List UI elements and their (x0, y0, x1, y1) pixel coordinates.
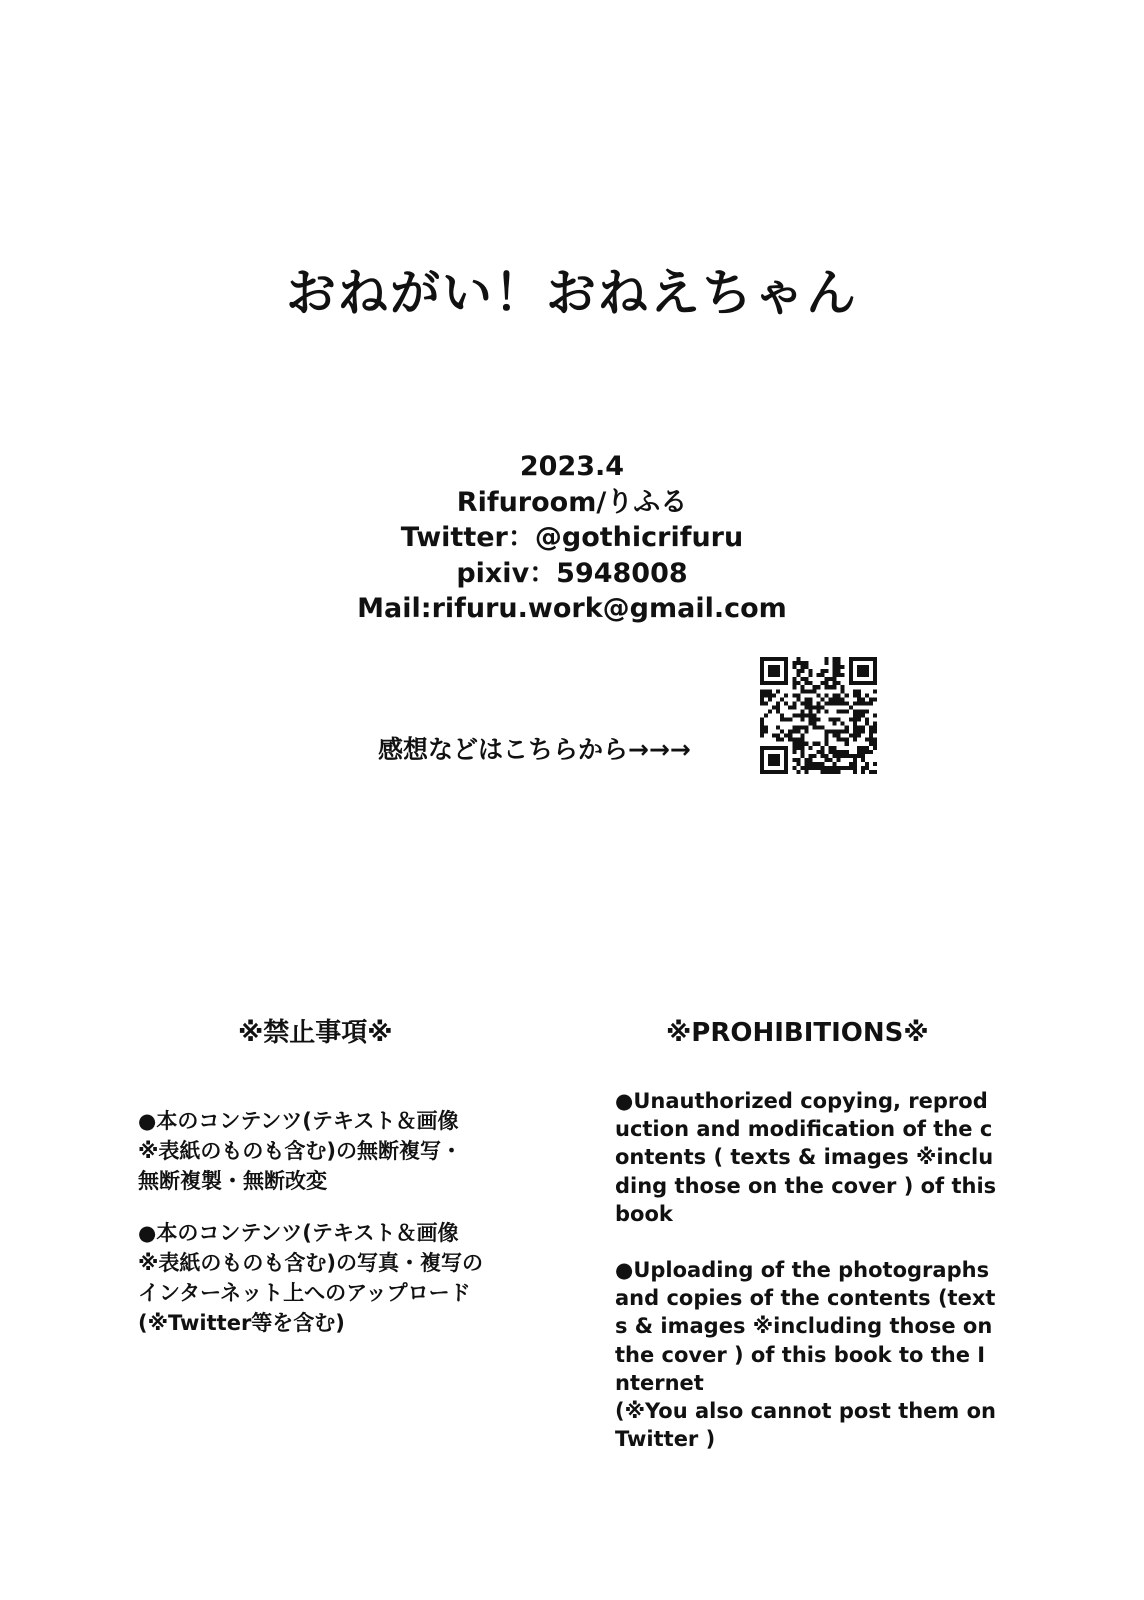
text-line: book (615, 1201, 673, 1226)
text-line: nternet (615, 1370, 704, 1395)
text-line: the cover ) of this book to the I (615, 1342, 986, 1367)
prohibition-jp-item-2 (138, 1218, 518, 1338)
text-line: ●本のコンテンツ(テキスト＆画像 (138, 1221, 459, 1245)
text-line: ※表紙のものも含む)の写真・複写の (138, 1251, 484, 1275)
text-line: uction and modification of the c (615, 1117, 993, 1142)
publication-info (0, 449, 1144, 627)
prohibition-en-item-1 (615, 1087, 1015, 1228)
circle-name: Rifuroom/りふる (456, 486, 688, 518)
text-line: ●本のコンテンツ(テキスト＆画像 (138, 1109, 459, 1133)
prohibition-en-item-2 (615, 1256, 1015, 1453)
text-line: ※表紙のものも含む)の無断複写・ (138, 1139, 463, 1163)
text-line: 無断複製・無断改変 (138, 1169, 327, 1193)
pixiv-id: pixiv：5948008 (456, 557, 688, 589)
email-address: Mail:rifuru.work@gmail.com (357, 593, 787, 624)
text-line: インターネット上へのアップロード (138, 1281, 471, 1305)
text-line: ding those on the cover ) of this (615, 1173, 997, 1198)
text-line: and copies of the contents (text (615, 1286, 996, 1311)
qr-code-icon[interactable] (760, 657, 877, 774)
text-line: Twitter ) (615, 1427, 716, 1452)
prohibitions-heading-jp: ※禁止事項※ (238, 1018, 393, 1048)
twitter-handle: Twitter：@gothicrifuru (400, 522, 744, 553)
prohibitions-heading-en: ※PROHIBITIONS※ (666, 1018, 929, 1048)
text-line: (※Twitter等を含む) (138, 1311, 345, 1335)
book-title: おねがい！おねえちゃん (286, 264, 858, 322)
text-line: ●Uploading of the photographs (615, 1258, 990, 1282)
feedback-prompt: 感想などはこちらから→→→ (378, 735, 691, 764)
text-line: s & images ※including those on (615, 1314, 993, 1339)
text-line: ontents ( texts & images ※inclu (615, 1145, 994, 1170)
prohibition-jp-item-1 (138, 1106, 518, 1196)
text-line: (※You also cannot post them on (615, 1399, 996, 1424)
publication-date: 2023.4 (519, 451, 625, 482)
text-line: ●Unauthorized copying, reprod (615, 1089, 988, 1113)
